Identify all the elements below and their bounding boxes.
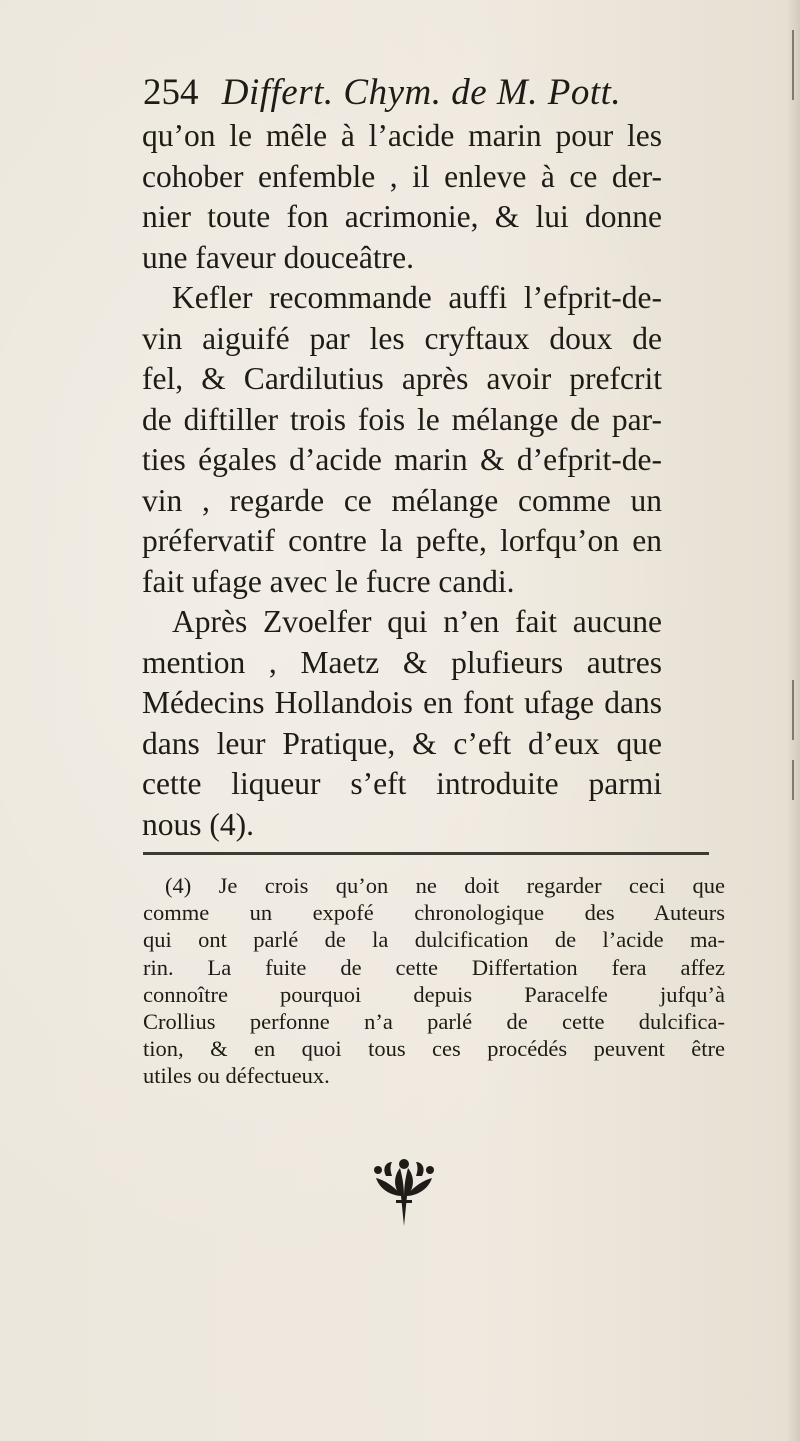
text-line: de diftiller trois fois le mélange de par- [142,401,662,437]
text-line: fait ufage avec le fucre candi. [142,563,515,599]
footnote-line: comme un expofé chronologique des Auteurs [143,900,725,926]
paragraph-start-line: Après Zvoelfer qui n’en fait aucune [172,604,662,639]
text-line: une faveur douceâtre. [142,239,414,275]
page-number: 254 [143,72,199,113]
footnote-line: (4) Je crois qu’on ne doit regarder ceci que [165,873,725,898]
text-line: fel, & Cardilutius après avoir prefcrit [142,361,662,396]
text-line: vin aiguifé par les cryftaux doux de [142,320,662,356]
footnote-line: connoître pourquoi depuis Paracelfe jufqu’à [143,981,725,1007]
text-line: nier toute fon acrimonie, & lui donne [142,199,662,234]
text-line: mention , Maetz & plufieurs autres [142,644,662,680]
text-line: qu’on le mêle à l’acide marin pour les [142,118,662,153]
page-edge-mark [792,680,794,740]
footnote-separator-rule [143,852,709,855]
page-edge-mark [792,760,794,800]
footnote-line: Crollius perfonne n’a parlé de cette dulcifica- [143,1008,725,1034]
footnote-line: qui ont parlé de la dulcification de l’acide ma- [143,927,725,953]
text-line: cohober enfemble , il enleve à ce der- [142,158,662,194]
running-title: Differt. Chym. de M. Pott. [221,72,622,113]
fleuron-ornament-icon [372,1156,436,1228]
text-line: vin , regarde ce mélange comme un [142,482,662,518]
footnote-line: rin. La fuite de cette Differtation fera affez [143,954,725,980]
text-line: nous (4). [142,806,254,842]
footnote-line: tion, & en quoi tous ces procédés peuvent être [143,1036,725,1062]
text-line: Médecins Hollandois en font ufage dans [142,685,662,720]
paragraph-start-line: Kefler recommande auffi l’efprit-de- [172,280,662,315]
text-line: préfervatif contre la pefte, lorfqu’on en [142,523,662,558]
footnote-line: utiles ou défectueux. [143,1063,330,1089]
footnote [143,872,725,1090]
running-header [143,70,663,116]
page-edge-mark [792,30,794,100]
main-text [142,116,662,845]
text-line: ties égales d’acide marin & d’efprit-de- [142,442,662,477]
text-line: cette liqueur s’eft introduite parmi [142,766,662,801]
text-line: dans leur Pratique, & c’eft d’eux que [142,725,662,761]
